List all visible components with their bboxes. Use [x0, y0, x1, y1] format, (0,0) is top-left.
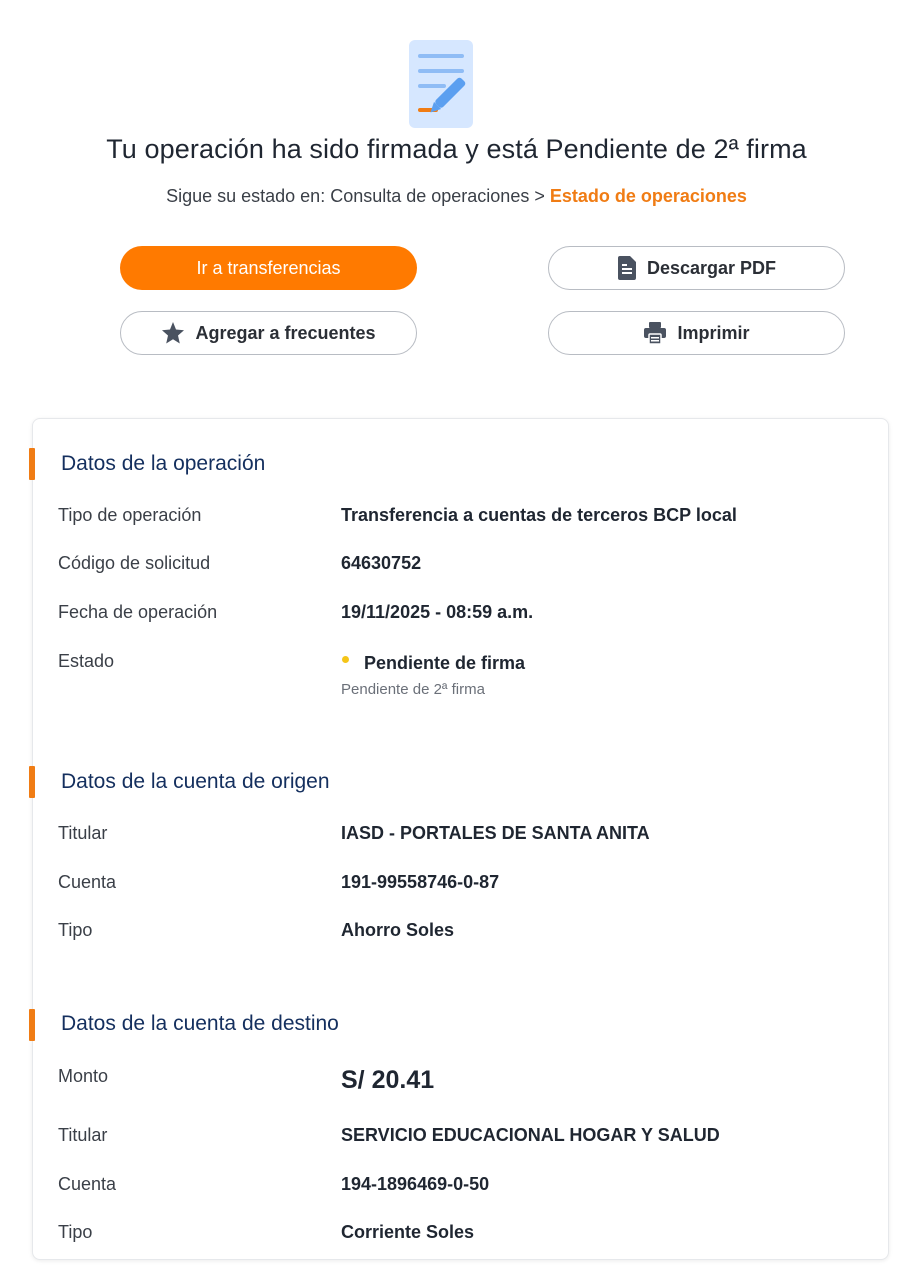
status-hint — [0, 186, 913, 207]
go-to-transfers-button[interactable] — [120, 246, 417, 290]
origin-account-label: Cuenta — [58, 872, 117, 892]
section-accent — [29, 448, 35, 480]
status-hint-prefix: Sigue su estado en: Consulta de operaciones > — [166, 186, 550, 206]
destination-account-label: Cuenta — [58, 1174, 117, 1194]
request-code-value: 64630752 — [341, 553, 422, 573]
destination-account-value: 194-1896469-0-50 — [341, 1174, 490, 1194]
origin-section-title: Datos de la cuenta de origen — [61, 770, 330, 793]
operation-type-label: Tipo de operación — [58, 505, 202, 525]
amount-value: S/ 20.41 — [341, 1066, 435, 1094]
operation-date-value: 19/11/2025 - 08:59 a.m. — [341, 602, 534, 622]
destination-section-title: Datos de la cuenta de destino — [61, 1012, 339, 1035]
origin-type-label: Tipo — [58, 920, 93, 940]
status-operations-link[interactable]: Estado de operaciones — [549, 186, 747, 206]
origin-account-value: 191-99558746-0-87 — [341, 872, 500, 892]
destination-type-value: Corriente Soles — [341, 1222, 475, 1242]
pdf-file-icon — [617, 256, 637, 280]
section-accent — [29, 766, 35, 798]
status-label: Estado — [58, 651, 115, 671]
add-to-favorites-button[interactable] — [120, 311, 417, 355]
destination-type-label: Tipo — [58, 1222, 93, 1242]
origin-holder-label: Titular — [58, 823, 108, 843]
operation-type-value: Transferencia a cuentas de terceros BCP local — [341, 505, 737, 525]
request-code-label: Código de solicitud — [58, 553, 211, 573]
operation-section-title: Datos de la operación — [61, 452, 266, 475]
go-to-transfers-label: Ir a transferencias — [196, 257, 341, 278]
destination-holder-value: SERVICIO EDUCACIONAL HOGAR Y SALUD — [341, 1125, 720, 1145]
download-pdf-button[interactable] — [548, 246, 845, 290]
print-button[interactable] — [548, 311, 845, 355]
section-accent — [29, 1009, 35, 1041]
operation-date-label: Fecha de operación — [58, 602, 218, 622]
download-pdf-label: Descargar PDF — [646, 257, 777, 278]
status-detail: Pendiente de 2ª firma — [341, 681, 485, 698]
destination-holder-label: Titular — [58, 1125, 108, 1145]
status-dot-icon — [342, 656, 349, 663]
page-title: Tu operación ha sido firmada y está Pendiente de 2ª firma — [106, 134, 807, 164]
printer-icon — [643, 322, 667, 344]
status-value: Pendiente de firma — [364, 653, 526, 673]
add-to-favorites-label: Agregar a frecuentes — [195, 322, 376, 343]
amount-label: Monto — [58, 1066, 109, 1086]
origin-holder-value: IASD - PORTALES DE SANTA ANITA — [341, 823, 650, 843]
origin-type-value: Ahorro Soles — [341, 920, 455, 940]
print-label: Imprimir — [677, 322, 750, 343]
document-sign-icon — [409, 40, 485, 130]
star-icon — [161, 321, 185, 345]
